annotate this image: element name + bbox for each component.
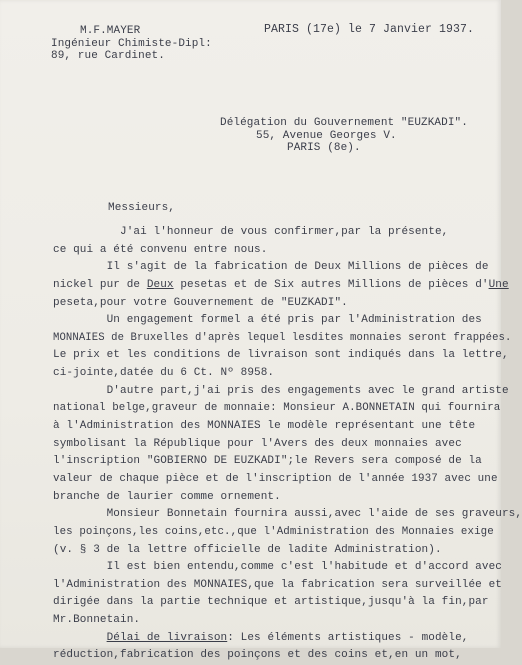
body-line [53,630,522,648]
body-text-segment: branche de laurier comme ornement. [53,490,281,503]
underlined-text: Une [488,278,509,291]
sender-block [51,25,212,63]
body-text-segment: l'inscription "GOBIERNO DE EUZKADI";le Revers sera composé de la [53,455,482,468]
letter-body [53,224,522,665]
body-text-segment: MONNAIES de Bruxelles d'après lequel lesdites monnaies seront frappées. [53,331,512,344]
body-text-segment: ci-jointe,datée du 6 Ct. Nº 8958. [53,367,275,380]
body-text-segment: valeur de chaque pièce et de l'inscription de l'année 1937 avec une [53,472,498,485]
body-text-segment [53,632,107,644]
addressee-line-3: PARIS (8e). [287,142,361,154]
body-text-segment: nickel pur de [53,278,147,291]
sender-name: M.F.MAYER [80,25,141,37]
underlined-text: Délai de livraison [106,631,228,644]
body-line [53,524,522,542]
body-text-segment: peseta,pour votre Gouvernement de "EUZKADI". [53,296,348,309]
body-line [53,559,522,577]
body-line [53,612,522,630]
body-line [53,277,522,295]
body-text-segment: ce qui a été convenu entre nous. [53,243,268,256]
date-line: PARIS (17e) le 7 Janvier 1937. [264,23,475,36]
body-text-segment: Mr.Bonnetain. [53,614,141,627]
body-line [53,347,522,365]
body-text-segment: réduction,fabrication des poinçons et des coins et,en un mot, [53,649,462,662]
body-text-segment: (v. § 3 de la lettre officielle de ladite Administration). [53,543,442,556]
body-text-segment: Monsieur Bonnetain fournira aussi,avec l'aide de ses graveurs, [53,508,522,521]
body-text-segment: D'autre part,j'ai pris des engagements avec le grand artiste [53,384,509,397]
body-line [53,418,522,436]
salutation: Messieurs, [108,202,176,214]
addressee-line-2: 55, Avenue Georges V. [256,129,397,142]
body-line [53,594,522,612]
underlined-text: Deux [146,278,174,291]
body-line [53,506,522,524]
body-line [53,489,522,507]
addressee-block [220,117,468,155]
body-line [53,383,522,401]
body-text-segment: J'ai l'honneur de vous confirmer,par la présente, [53,226,449,238]
body-line [53,330,522,348]
body-text-segment: dirigée dans la partie technique et artistique,jusqu'à la fin,par [53,596,489,609]
body-line [53,436,522,454]
body-line [53,647,522,665]
body-text-segment: pesetas et de Six autres Millions de pièces d' [173,278,489,291]
body-text-segment: Le prix et les conditions de livraison sont indiqués dans la lettre, [53,349,509,362]
body-text-segment: national belge,graveur de monnaie: Monsieur A.BONNETAIN qui fournira [53,402,501,415]
body-line [53,542,522,560]
body-text-segment: Il est bien entendu,comme c'est l'habitude et d'accord avec [53,561,502,574]
body-line [53,365,522,383]
sender-address: 89, rue Cardinet. [51,50,165,62]
body-line [53,471,522,489]
body-line [53,453,522,471]
body-line [53,577,522,595]
body-line [53,242,522,260]
body-text-segment: Un engagement formel a été pris par l'Administration des [53,314,482,327]
sender-title: Ingénieur Chimiste-Dipl: [51,37,212,50]
body-line [53,295,522,313]
body-line [53,400,522,418]
body-text-segment: symbolisant la République pour l'Avers des deux monnaies avec [53,437,462,450]
body-text-segment: l'Administration des MONNAIES,que la fabrication sera surveillée et [53,578,502,591]
body-line [53,312,522,330]
body-line [53,259,522,277]
addressee-line-1: Délégation du Gouvernement "EUZKADI". [220,117,468,129]
body-text-segment: : Les éléments artistiques - modèle, [227,631,469,644]
body-text-segment: les poinçons,les coins,etc.,que l'Administration des Monnaies exige [53,525,494,538]
body-line [53,224,522,242]
body-text-segment: à l'Administration des MONNAIES le modèle représentant une tête [53,420,476,433]
body-text-segment: Il s'agit de la fabrication de Deux Millions de pièces de [53,261,489,274]
